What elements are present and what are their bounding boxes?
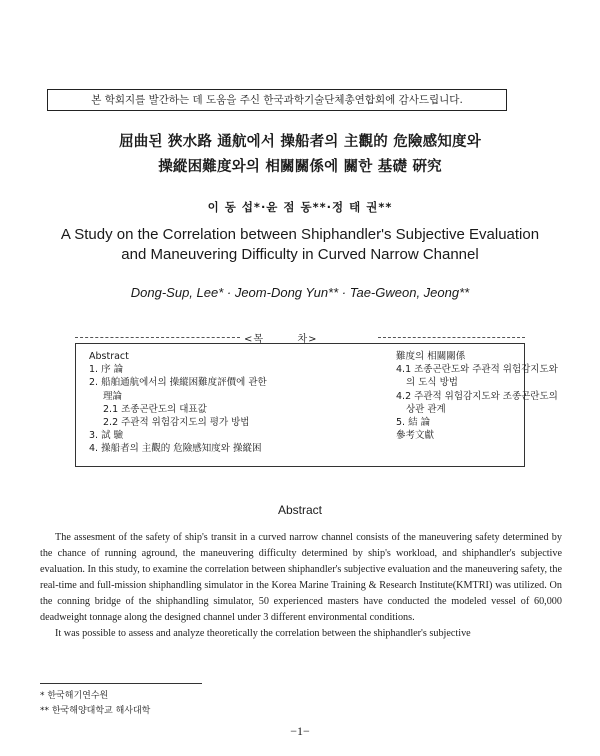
toc-item: 5. 結 論 — [396, 417, 431, 429]
authors-ko: 이 동 섭*·윤 점 동**·정 태 권** — [207, 200, 393, 214]
toc-item: 4.2 주관적 위험감지도와 조종곤란도의 — [396, 390, 558, 402]
toc-item: 理論 — [103, 390, 123, 402]
toc-item: 2.2 주관적 위험감지도의 평가 방법 — [103, 417, 250, 429]
toc-item: 4.1 조종곤란도와 주관적 위험감지도와 — [396, 364, 558, 376]
acknowledgement-box — [47, 89, 507, 111]
toc-item: 3. 試 驗 — [89, 430, 124, 442]
toc-item: 2.1 조종곤란도의 대표값 — [103, 403, 207, 415]
abstract-body — [40, 530, 562, 642]
title-ko-line2: 操縱困難度와의 相關關係에 關한 基礎 硏究 — [158, 158, 442, 175]
toc-item: 參考文獻 — [396, 430, 435, 442]
toc-heading: <목 차> — [240, 330, 378, 345]
toc-item: 難度의 相關關係 — [396, 351, 466, 362]
page-number: −1− — [290, 724, 310, 738]
toc-item: 1. 序 論 — [89, 364, 124, 376]
title-en-line1: A Study on the Correlation between Shiphandler's Subjective Evaluation — [60, 226, 540, 243]
abstract-paragraph: It was possible to assess and analyze theoretically the correlation between the shiphandler's subjective — [55, 628, 471, 639]
toc-left-column — [89, 350, 329, 456]
authors-en: Dong-Sup, Lee* · Jeom-Dong Yun** · Tae-Gweon, Jeong** — [130, 285, 470, 300]
title-en-line2: and Maneuvering Difficulty in Curved Narrow Channel — [121, 246, 479, 263]
abstract-title: Abstract — [277, 503, 322, 517]
footnote-1: * 한국해기연수원 — [40, 691, 109, 701]
acknowledgement-text: 본 학회지를 발간하는 데 도움을 주신 한국과학기술단체총연합회에 감사드립니다. — [91, 94, 463, 106]
footnote-rule — [40, 683, 202, 684]
title-ko-line1: 屈曲된 狹水路 通航에서 操船者의 主觀的 危險感知度와 — [119, 133, 481, 150]
toc-item: 4. 操船者의 主觀的 危險感知度와 操縱困 — [89, 443, 262, 455]
toc-item: 2. 船舶通航에서의 操縱困難度評價에 관한 — [89, 377, 267, 389]
table-of-contents — [75, 343, 558, 467]
abstract-paragraph: The assesment of the safety of ship's transit in a curved narrow channel consists of the maneuvering safety determined by the chance of running aground, the maneuvering difficulty determined by ship's workload, and shiphandler's subjective evaluation. In this study, to examine the correlation between shiphandler's subjective evaluation and the maneuvering safety, the real-time and full-mission shiphandling simulator in the Korea Marine Training & Research Institute(KMTRI) was utilized. On the conning bridge of the shiphandling simulator, 50 experienced masters have conducted the modeled vessel of 60,000 deadweight tonnage along the designed channel under 3 different environmental conditions. — [40, 532, 562, 623]
footnote-2: ** 한국해양대학교 해사대학 — [40, 706, 151, 716]
toc-heading-rule-left — [75, 337, 240, 339]
toc-item: 의 도식 방법 — [406, 377, 458, 389]
toc-right-column — [396, 350, 558, 442]
toc-heading-rule-right — [378, 337, 525, 339]
toc-item: Abstract — [89, 351, 129, 362]
toc-item: 상관 관계 — [406, 403, 446, 415]
